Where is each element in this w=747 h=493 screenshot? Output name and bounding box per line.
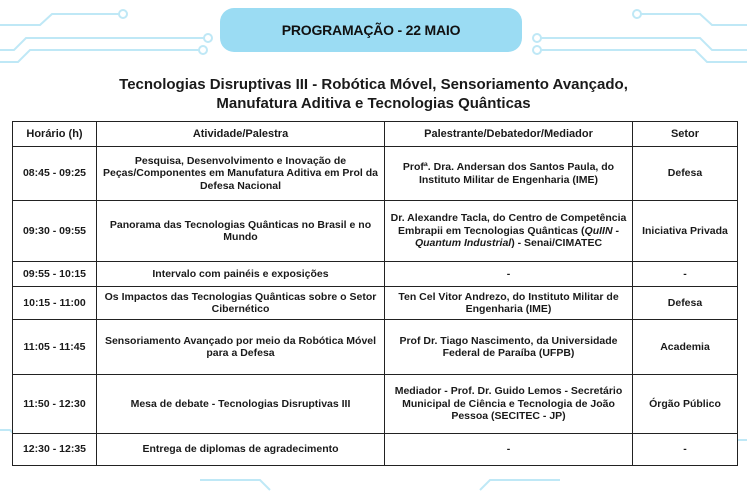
session-title-line-1: Tecnologias Disruptivas III - Robótica Móvel, Sensoriamento Avançado, [119,76,628,93]
table-row [13,375,738,434]
row-activity: Intervalo com painéis e exposições [97,262,385,287]
table-row [13,147,738,201]
row-activity: Entrega de diplomas de agradecimento [97,434,385,466]
row-speaker: - [385,262,633,287]
row-sector: Academia [633,320,738,375]
row-activity: Pesquisa, Desenvolvimento e Inovação de Peças/Componentes em Manufatura Aditiva em Prol da Defesa Nacional [97,147,385,201]
row-time: 12:30 - 12:35 [13,434,97,466]
row-speaker: Prof Dr. Tiago Nascimento, da Universidade Federal de Paraíba (UFPB) [385,320,633,375]
row-time: 09:30 - 09:55 [13,201,97,262]
row-time: 09:55 - 10:15 [13,262,97,287]
row-activity: Os Impactos das Tecnologias Quânticas sobre o Setor Cibernético [97,287,385,320]
row-activity: Panorama das Tecnologias Quânticas no Brasil e no Mundo [97,201,385,262]
speaker-italic-text: QuIIN - Quantum Industrial [414,224,619,250]
schedule-table [12,121,738,466]
row-activity: Mesa de debate - Tecnologias Disruptivas III [97,375,385,434]
row-sector: Defesa [633,147,738,201]
row-activity: Sensoriamento Avançado por meio da Robótica Móvel para a Defesa [97,320,385,375]
speaker-text-end: ) - Senai/CIMATEC [511,237,603,250]
row-time: 08:45 - 09:25 [13,147,97,201]
header-sector: Setor [633,122,738,147]
row-sector: - [633,262,738,287]
row-sector: Órgão Público [633,375,738,434]
session-title [40,75,707,113]
date-banner: PROGRAMAÇÃO - 22 MAIO [220,8,522,52]
row-speaker: - [385,434,633,466]
table-row [13,434,738,466]
row-time: 11:50 - 12:30 [13,375,97,434]
table-row [13,201,738,262]
row-time: 10:15 - 11:00 [13,287,97,320]
row-sector: Defesa [633,287,738,320]
speaker-text: Dr. Alexandre Tacla, do Centro de Competência Embrapii em Tecnologias Quânticas ( [390,212,627,237]
table-row [13,320,738,375]
row-sector: Iniciativa Privada [633,201,738,262]
row-speaker: Profª. Dra. Andersan dos Santos Paula, do Instituto Militar de Engenharia (IME) [385,147,633,201]
table-header-row [13,122,738,147]
header-activity: Atividade/Palestra [97,122,385,147]
row-speaker: Ten Cel Vitor Andrezo, do Instituto Militar de Engenharia (IME) [385,287,633,320]
header-speaker: Palestrante/Debatedor/Mediador [385,122,633,147]
row-speaker [385,201,633,262]
session-title-line-2: Manufatura Aditiva e Tecnologias Quânticas [216,95,531,112]
header-time: Horário (h) [13,122,97,147]
row-sector: - [633,434,738,466]
table-row [13,262,738,287]
table-row [13,287,738,320]
row-time: 11:05 - 11:45 [13,320,97,375]
row-speaker: Mediador - Prof. Dr. Guido Lemos - Secretário Municipal de Ciência e Tecnologia de João Pessoa (SECITEC - JP) [385,375,633,434]
